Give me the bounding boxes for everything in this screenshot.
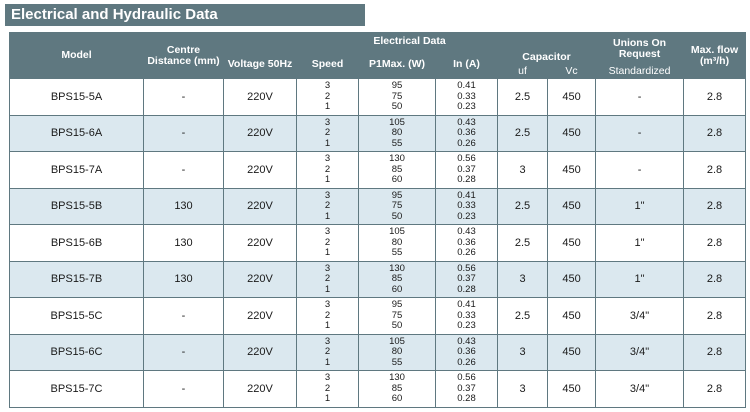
cell-speed-value: 2: [324, 127, 331, 138]
cell-p1max: [359, 188, 436, 225]
cell-vc: 450: [548, 298, 596, 335]
cell-speed-value: 3: [324, 153, 331, 164]
cell-speed: [297, 261, 359, 298]
cell-speed-value: 2: [324, 382, 331, 394]
cell-speed-value: 3: [324, 262, 331, 274]
cell-uf: 3: [498, 371, 548, 408]
cell-speed: [297, 79, 359, 116]
cell-unions: -: [596, 79, 684, 116]
cell-speed-value: 3: [324, 372, 331, 383]
cell-p1max: [359, 225, 436, 262]
cell-centre-distance: -: [144, 152, 224, 189]
cell-in: [436, 371, 498, 408]
cell-voltage: 220V: [224, 188, 297, 225]
table-row: [10, 371, 746, 408]
cell-speed-value: 1: [324, 137, 331, 149]
cell-max-flow: 2.8: [684, 371, 746, 408]
header-unions: Unions On Request: [596, 33, 684, 65]
cell-in-value: 0.43: [457, 116, 476, 128]
cell-in-value: 0.56: [457, 153, 476, 164]
cell-p1max-value: 80: [391, 346, 403, 357]
cell-speed-value: 1: [324, 283, 331, 295]
cell-speed-value: 2: [324, 236, 331, 248]
cell-model: BPS15-6B: [10, 225, 144, 262]
cell-p1max-value: 80: [391, 236, 403, 248]
cell-speed-value: 3: [324, 189, 331, 201]
cell-p1max: [359, 79, 436, 116]
table-row: [10, 152, 746, 189]
cell-speed: [297, 188, 359, 225]
cell-in-value: 0.56: [457, 372, 476, 383]
cell-voltage: 220V: [224, 261, 297, 298]
cell-in-value: 0.23: [457, 101, 476, 112]
cell-p1max-value: 130: [389, 262, 405, 274]
cell-unions: 3/4": [596, 371, 684, 408]
page-title: Electrical and Hydraulic Data: [5, 4, 365, 26]
cell-in: [436, 115, 498, 152]
table-row: [10, 225, 746, 262]
cell-p1max-value: 130: [389, 153, 405, 164]
cell-in: [436, 298, 498, 335]
cell-speed-value: 3: [324, 80, 331, 91]
cell-voltage: 220V: [224, 115, 297, 152]
header-capacitor: Capacitor: [498, 50, 596, 65]
cell-p1max: [359, 371, 436, 408]
cell-speed-value: 1: [324, 320, 331, 331]
cell-vc: 450: [548, 188, 596, 225]
cell-p1max-value: 75: [391, 309, 403, 321]
cell-unions: 3/4": [596, 334, 684, 371]
cell-vc: 450: [548, 152, 596, 189]
cell-in-value: 0.37: [457, 163, 476, 175]
cell-model: BPS15-6A: [10, 115, 144, 152]
cell-centre-distance: -: [144, 298, 224, 335]
cell-voltage: 220V: [224, 334, 297, 371]
cell-voltage: 220V: [224, 371, 297, 408]
header-vc: Vc: [548, 65, 596, 79]
cell-speed-value: 2: [324, 309, 331, 321]
cell-p1max-value: 95: [391, 189, 403, 201]
cell-vc: 450: [548, 225, 596, 262]
cell-uf: 2.5: [498, 188, 548, 225]
electrical-hydraulic-table: [9, 32, 746, 408]
cell-speed-value: 3: [324, 335, 331, 347]
cell-in-value: 0.37: [457, 273, 476, 284]
cell-max-flow: 2.8: [684, 334, 746, 371]
cell-unions: 1": [596, 261, 684, 298]
cell-in-value: 0.26: [457, 247, 476, 258]
cell-in: [436, 334, 498, 371]
cell-centre-distance: -: [144, 334, 224, 371]
header-electrical-data: Electrical Data: [224, 33, 596, 50]
table-row: [10, 79, 746, 116]
cell-p1max-value: 85: [391, 273, 403, 284]
header-standardized: Standardized: [596, 65, 684, 79]
cell-max-flow: 2.8: [684, 152, 746, 189]
cell-speed-value: 2: [324, 273, 331, 284]
cell-in-value: 0.33: [457, 309, 476, 321]
cell-model: BPS15-5B: [10, 188, 144, 225]
cell-in-value: 0.26: [457, 137, 476, 149]
cell-model: BPS15-5A: [10, 79, 144, 116]
cell-p1max-value: 55: [391, 247, 403, 258]
cell-max-flow: 2.8: [684, 115, 746, 152]
cell-p1max-value: 105: [389, 116, 405, 128]
cell-in-value: 0.41: [457, 189, 476, 201]
cell-in-value: 0.43: [457, 226, 476, 237]
cell-max-flow: 2.8: [684, 225, 746, 262]
cell-in-value: 0.41: [457, 299, 476, 310]
cell-in-value: 0.33: [457, 90, 476, 102]
cell-speed-value: 1: [324, 101, 331, 112]
cell-p1max: [359, 152, 436, 189]
cell-p1max-value: 50: [391, 101, 403, 112]
cell-p1max-value: 85: [391, 163, 403, 175]
header-centre-distance: Centre Distance (mm): [144, 33, 224, 79]
cell-max-flow: 2.8: [684, 188, 746, 225]
cell-vc: 450: [548, 115, 596, 152]
cell-speed-value: 1: [324, 174, 331, 185]
cell-p1max-value: 60: [391, 174, 403, 185]
cell-in-value: 0.33: [457, 200, 476, 211]
cell-speed-value: 3: [324, 116, 331, 128]
cell-speed: [297, 115, 359, 152]
header-voltage: Voltage 50Hz: [224, 50, 297, 79]
cell-p1max-value: 105: [389, 226, 405, 237]
header-p1max: P1Max. (W): [359, 50, 436, 79]
cell-p1max-value: 80: [391, 127, 403, 138]
cell-unions: 1": [596, 225, 684, 262]
cell-vc: 450: [548, 79, 596, 116]
cell-vc: 450: [548, 334, 596, 371]
cell-speed-value: 3: [324, 226, 331, 237]
header-max-flow: Max. flow (m³/h): [684, 33, 746, 79]
table-row: [10, 188, 746, 225]
cell-in-value: 0.28: [457, 393, 476, 404]
cell-p1max: [359, 334, 436, 371]
cell-uf: 2.5: [498, 225, 548, 262]
cell-uf: 3: [498, 334, 548, 371]
cell-voltage: 220V: [224, 152, 297, 189]
cell-unions: 1": [596, 188, 684, 225]
cell-uf: 2.5: [498, 115, 548, 152]
cell-in-value: 0.23: [457, 320, 476, 331]
cell-speed-value: 1: [324, 393, 331, 404]
cell-centre-distance: -: [144, 371, 224, 408]
cell-vc: 450: [548, 261, 596, 298]
cell-max-flow: 2.8: [684, 298, 746, 335]
table-row: [10, 334, 746, 371]
cell-in-value: 0.56: [457, 262, 476, 274]
cell-in: [436, 188, 498, 225]
cell-centre-distance: -: [144, 79, 224, 116]
cell-p1max: [359, 261, 436, 298]
cell-centre-distance: -: [144, 115, 224, 152]
cell-vc: 450: [548, 371, 596, 408]
cell-p1max: [359, 115, 436, 152]
cell-in-value: 0.41: [457, 80, 476, 91]
cell-model: BPS15-5C: [10, 298, 144, 335]
cell-in-value: 0.36: [457, 236, 476, 248]
cell-speed: [297, 371, 359, 408]
cell-speed-value: 2: [324, 90, 331, 102]
cell-speed: [297, 152, 359, 189]
cell-p1max-value: 130: [389, 372, 405, 383]
header-model: Model: [10, 33, 144, 79]
cell-voltage: 220V: [224, 225, 297, 262]
cell-speed-value: 1: [324, 247, 331, 258]
cell-max-flow: 2.8: [684, 79, 746, 116]
cell-in-value: 0.23: [457, 210, 476, 222]
cell-speed-value: 2: [324, 163, 331, 175]
cell-in-value: 0.28: [457, 283, 476, 295]
cell-speed-value: 1: [324, 210, 331, 222]
cell-in-value: 0.36: [457, 346, 476, 357]
cell-voltage: 220V: [224, 79, 297, 116]
cell-unions: -: [596, 115, 684, 152]
cell-uf: 3: [498, 261, 548, 298]
table-row: [10, 261, 746, 298]
cell-centre-distance: 130: [144, 261, 224, 298]
cell-in-value: 0.37: [457, 382, 476, 394]
table-row: [10, 298, 746, 335]
cell-p1max-value: 75: [391, 90, 403, 102]
cell-centre-distance: 130: [144, 188, 224, 225]
table-body: [10, 79, 746, 408]
cell-in: [436, 79, 498, 116]
cell-p1max: [359, 298, 436, 335]
table-row: [10, 115, 746, 152]
cell-model: BPS15-7B: [10, 261, 144, 298]
cell-p1max-value: 95: [391, 299, 403, 310]
cell-p1max-value: 95: [391, 80, 403, 91]
cell-model: BPS15-7A: [10, 152, 144, 189]
cell-speed-value: 2: [324, 346, 331, 357]
cell-model: BPS15-6C: [10, 334, 144, 371]
cell-max-flow: 2.8: [684, 261, 746, 298]
cell-p1max-value: 60: [391, 283, 403, 295]
cell-speed-value: 1: [324, 356, 331, 368]
cell-in-value: 0.28: [457, 174, 476, 185]
cell-uf: 3: [498, 152, 548, 189]
cell-in: [436, 261, 498, 298]
cell-p1max-value: 55: [391, 137, 403, 149]
cell-speed-value: 3: [324, 299, 331, 310]
cell-speed: [297, 225, 359, 262]
cell-p1max-value: 85: [391, 382, 403, 394]
header-in: In (A): [436, 50, 498, 79]
cell-unions: 3/4": [596, 298, 684, 335]
cell-p1max-value: 50: [391, 210, 403, 222]
cell-speed: [297, 298, 359, 335]
header-speed: Speed: [297, 50, 359, 79]
cell-speed: [297, 334, 359, 371]
cell-voltage: 220V: [224, 298, 297, 335]
cell-in-value: 0.36: [457, 127, 476, 138]
cell-uf: 2.5: [498, 298, 548, 335]
cell-in-value: 0.26: [457, 356, 476, 368]
cell-p1max-value: 55: [391, 356, 403, 368]
cell-in-value: 0.43: [457, 335, 476, 347]
cell-model: BPS15-7C: [10, 371, 144, 408]
cell-p1max-value: 75: [391, 200, 403, 211]
cell-uf: 2.5: [498, 79, 548, 116]
header-uf: uf: [498, 65, 548, 79]
cell-p1max-value: 50: [391, 320, 403, 331]
cell-p1max-value: 105: [389, 335, 405, 347]
cell-in: [436, 152, 498, 189]
cell-in: [436, 225, 498, 262]
cell-p1max-value: 60: [391, 393, 403, 404]
cell-centre-distance: 130: [144, 225, 224, 262]
cell-unions: -: [596, 152, 684, 189]
cell-speed-value: 2: [324, 200, 331, 211]
